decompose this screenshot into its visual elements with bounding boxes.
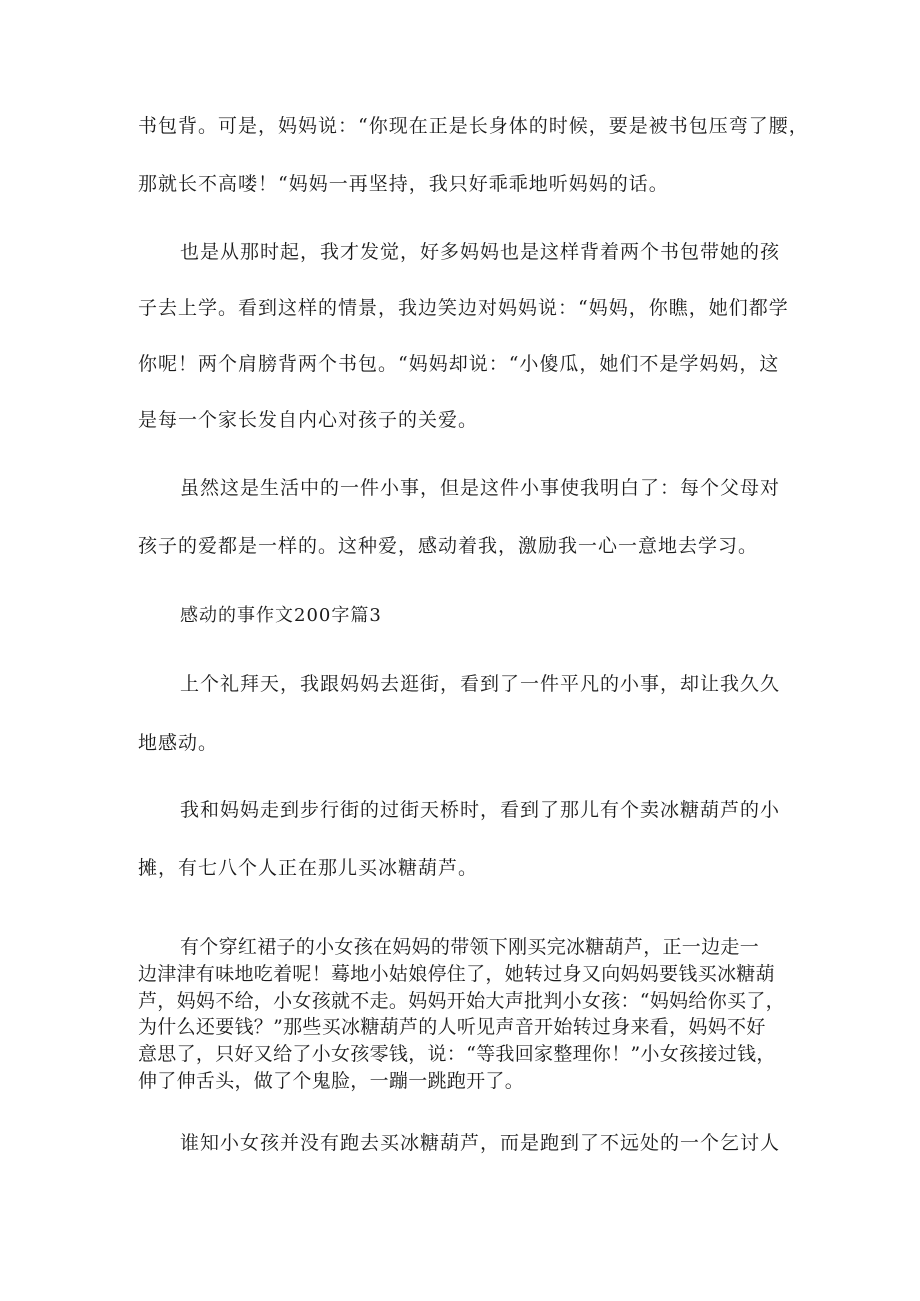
section-heading: 感动的事作文200字篇3 [180, 605, 382, 626]
paragraph-5-line-1: 我和妈妈走到步行街的过街天桥时，看到了那儿有个卖冰糖葫芦的小 [180, 799, 781, 821]
paragraph-6-line-6: 伸了伸舌头，做了个鬼脸，一蹦一跳跑开了。 [138, 1070, 525, 1092]
paragraph-4-line-2: 地感动。 [138, 732, 219, 754]
paragraph-1-line-2: 那就长不高喽！“妈妈一再坚持，我只好乖乖地听妈妈的话。 [138, 173, 669, 195]
paragraph-2-line-3: 你呢！两个肩膀背两个书包。“妈妈却说：“小傻瓜，她们不是学妈妈，这 [138, 353, 780, 375]
paragraph-4-line-1: 上个礼拜天，我跟妈妈去逛街，看到了一件平凡的小事，却让我久久 [180, 673, 781, 695]
paragraph-3-line-1: 虽然这是生活中的一件小事，但是这件小事使我明白了：每个父母对 [180, 477, 781, 499]
paragraph-6-line-3: 芦，妈妈不给，小女孩就不走。妈妈开始大声批判小女孩：“妈妈给你买了， [138, 990, 785, 1012]
paragraph-5-line-2: 摊，有七八个人正在那儿买冰糖葫芦。 [138, 857, 479, 879]
paragraph-6-line-1: 有个穿红裙子的小女孩在妈妈的带领下刚买完冰糖葫芦，正一边走一 [180, 936, 760, 958]
paragraph-1-line-1: 书包背。可是，妈妈说：“你现在正是长身体的时候，要是被书包压弯了腰， [138, 115, 809, 137]
paragraph-6-line-5: 意思了，只好又给了小女孩零钱，说：“等我回家整理你！”小女孩接过钱， [138, 1043, 776, 1065]
paragraph-2-line-1: 也是从那时起，我才发觉，好多妈妈也是这样背着两个书包带她的孩 [180, 241, 781, 263]
paragraph-2-line-2: 子去上学。看到这样的情景，我边笑边对妈妈说：“妈妈，你瞧，她们都学 [138, 297, 789, 319]
paragraph-6-line-4: 为什么还要钱？”那些买冰糖葫芦的人听见声音开始转过身来看，妈妈不好 [138, 1016, 766, 1038]
paragraph-7-line-1: 谁知小女孩并没有跑去买冰糖葫芦，而是跑到了不远处的一个乞讨人 [180, 1132, 781, 1154]
paragraph-3-line-2: 孩子的爱都是一样的。这种爱，感动着我，激励我一心一意地去学习。 [138, 535, 759, 557]
paragraph-2-line-4: 是每一个家长发自内心对孩子的关爱。 [138, 409, 479, 431]
paragraph-6-line-2: 边津津有味地吃着呢！蓦地小姑娘停住了，她转过身又向妈妈要钱买冰糖葫 [138, 963, 775, 985]
